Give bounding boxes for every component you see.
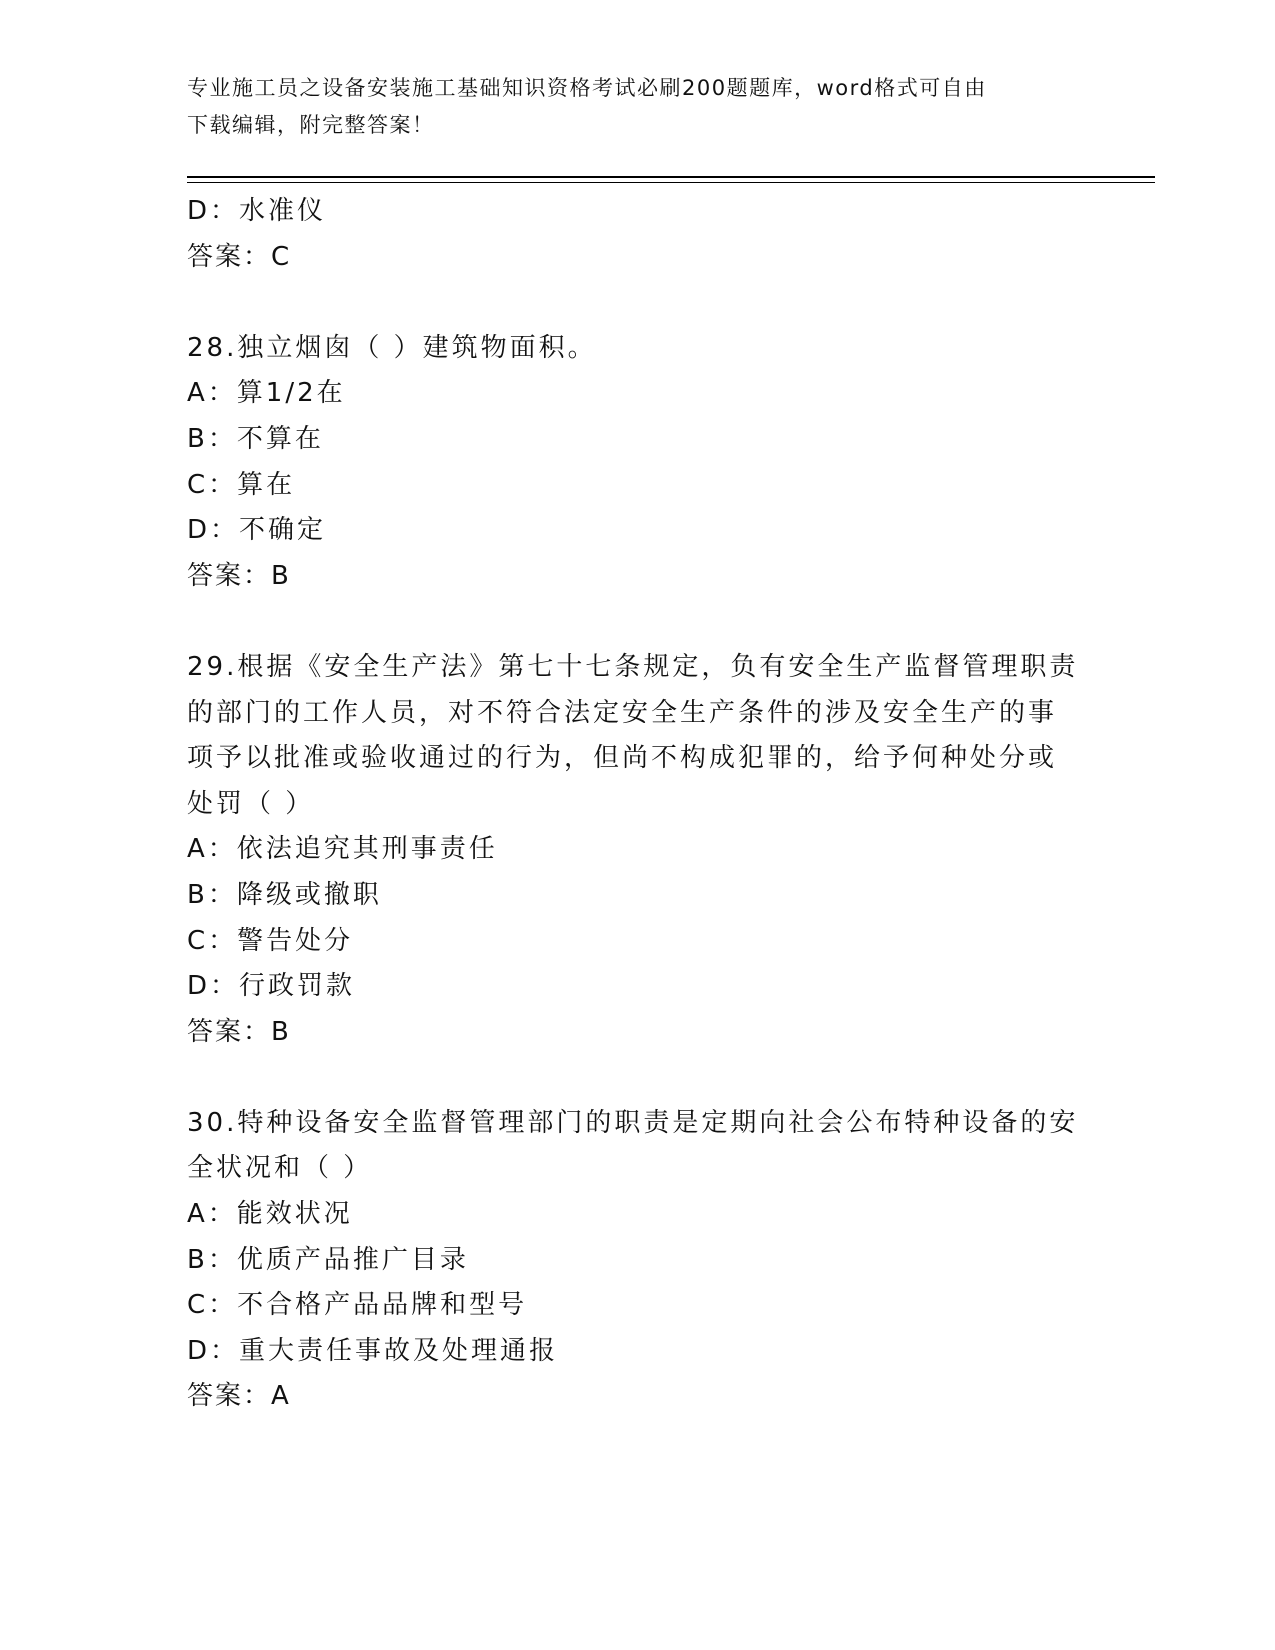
header-line-1: 专业施工员之设备安装施工基础知识资格考试必刷200题题库，word格式可自由 [187,76,987,100]
question-stem-line: 的部门的工作人员，对不符合法定安全生产条件的涉及安全生产的事 [187,697,1058,728]
question-stem-line: 全状况和（ ） [187,1153,373,1184]
question-stem-line: 29.根据《安全生产法》第七十七条规定，负有安全生产监督管理职责 [187,651,1079,682]
header-divider-thick [187,176,1155,178]
option-b: B：优质产品推广目录 [187,1244,469,1275]
answer-line: 答案：B [187,1016,291,1047]
question-stem: 28.独立烟囱（ ）建筑物面积。 [187,332,597,363]
option-d: D：不确定 [187,515,327,546]
spacer [187,599,1087,645]
carryover-question [187,189,1087,280]
document-body [187,189,1087,1420]
question-29 [187,645,1087,1055]
option-a: A：算1/2在 [187,378,346,409]
option-b: B：降级或撤职 [187,879,382,910]
question-stem-line: 30.特种设备安全监督管理部门的职责是定期向社会公布特种设备的安 [187,1107,1079,1138]
option-a: A：依法追究其刑事责任 [187,834,498,865]
answer-line: 答案：A [187,1381,291,1412]
question-30 [187,1101,1087,1420]
option-d: D：行政罚款 [187,971,356,1002]
option-c: C：不合格产品品牌和型号 [187,1290,528,1321]
option-c: C：算在 [187,469,296,500]
option-b: B：不算在 [187,423,324,454]
answer-line: 答案：B [187,560,291,591]
answer-line: 答案：C [187,241,292,272]
option-d: D：水准仪 [187,196,327,226]
question-28 [187,326,1087,600]
question-stem-line: 项予以批准或验收通过的行为，但尚不构成犯罪的，给予何种处分或 [187,743,1058,774]
spacer [187,280,1087,326]
header-line-2: 下载编辑，附完整答案！ [187,113,435,137]
document-header [187,70,1087,144]
option-c: C：警告处分 [187,925,354,956]
option-d: D：重大责任事故及处理通报 [187,1335,559,1366]
spacer [187,1055,1087,1101]
question-stem-line: 处罚（ ） [187,788,315,819]
header-divider-thin [187,182,1155,183]
option-a: A：能效状况 [187,1199,353,1230]
